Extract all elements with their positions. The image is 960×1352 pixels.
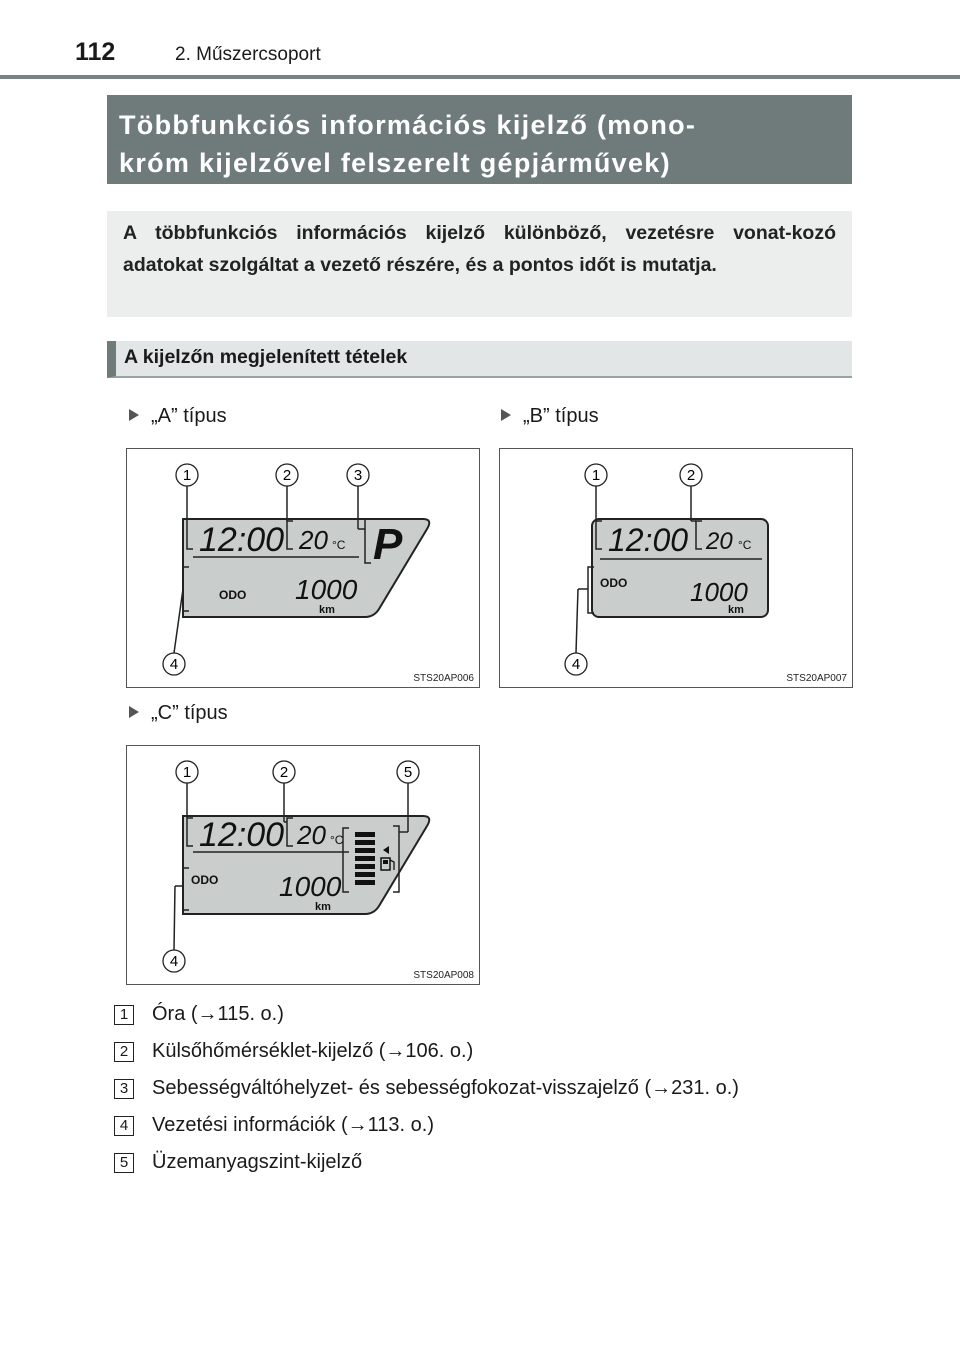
legend-text: Külsőhőmérséklet-kijelző (→106. o.) xyxy=(152,1040,474,1062)
figure-code: STS20AP007 xyxy=(786,673,847,684)
fuel-bar xyxy=(355,864,375,869)
temperature-readout: 20 xyxy=(297,820,326,850)
fuel-bar xyxy=(355,856,375,861)
triangle-bullet-icon xyxy=(129,409,139,421)
odometer-readout: 1000 xyxy=(295,574,358,605)
page-header xyxy=(0,0,960,80)
legend-number: 5 xyxy=(114,1153,134,1173)
diagram-c-svg xyxy=(127,746,481,986)
odo-label: ODO xyxy=(191,873,219,887)
type-a-label xyxy=(129,405,227,428)
callout-1-label: 1 xyxy=(182,467,192,484)
odometer-readout: 1000 xyxy=(279,871,342,902)
legend-text: Sebességváltóhelyzet- és sebességfokozat-visszajelző (→231. o.) xyxy=(152,1077,739,1099)
leader-4 xyxy=(174,589,183,653)
odo-label: ODO xyxy=(600,576,628,590)
type-a-label-text: „A” típus xyxy=(151,405,227,427)
legend-text: Üzemanyagszint-kijelző xyxy=(152,1151,363,1173)
figure-code: STS20AP006 xyxy=(413,673,474,684)
header-rule xyxy=(0,75,960,79)
fuel-bar xyxy=(355,832,375,837)
clock-readout: 12:00 xyxy=(608,522,689,558)
temperature-readout: 20 xyxy=(706,528,733,555)
triangle-bullet-icon xyxy=(501,409,511,421)
intro-text: A többfunkciós információs kijelző különböző, vezetésre vonat-kozó adatokat szolgáltat a vezető részére, és a pontos időt is mutatja. xyxy=(123,222,836,276)
callout-3-label: 3 xyxy=(353,467,363,484)
clock-readout: 12:00 xyxy=(199,816,285,854)
main-title-line-2: króm kijelzővel felszerelt gépjárművek) xyxy=(119,148,671,178)
callout-2-label: 2 xyxy=(282,467,292,484)
legend-text: Vezetési információk (→113. o.) xyxy=(152,1114,434,1136)
legend-number: 4 xyxy=(114,1116,134,1136)
section-heading-text: A kijelzőn megjelenített tételek xyxy=(124,346,408,368)
callout-2-label: 2 xyxy=(279,764,289,781)
chapter-title: 2. Műszercsoport xyxy=(175,44,321,65)
legend-number: 3 xyxy=(114,1079,134,1099)
temperature-unit: °C xyxy=(332,538,346,552)
type-c-label xyxy=(129,702,228,725)
diagram-b-svg xyxy=(500,449,854,689)
intro-box xyxy=(107,211,852,317)
callout-5-label: 5 xyxy=(403,764,413,781)
clock-readout: 12:00 xyxy=(199,521,285,559)
callout-4-label: 4 xyxy=(571,656,581,673)
temperature-unit: °C xyxy=(738,538,752,552)
type-b-label xyxy=(501,405,599,428)
legend-number: 1 xyxy=(114,1005,134,1025)
leader-4 xyxy=(174,886,175,950)
diagram-type-c xyxy=(126,745,480,985)
distance-unit: km xyxy=(319,604,335,616)
callout-1-label: 1 xyxy=(591,467,601,484)
callout-1-label: 1 xyxy=(182,764,192,781)
diagram-type-b xyxy=(499,448,853,688)
main-title-line-1: Többfunkciós információs kijelző (mono- xyxy=(119,110,697,140)
diagram-type-a xyxy=(126,448,480,688)
callout-4-label: 4 xyxy=(169,953,179,970)
odo-label: ODO xyxy=(219,588,247,602)
triangle-bullet-icon xyxy=(129,706,139,718)
legend-text: Óra (→115. o.) xyxy=(152,1003,284,1025)
leader-4 xyxy=(576,589,578,653)
temperature-unit: °C xyxy=(330,833,344,847)
odometer-readout: 1000 xyxy=(690,577,748,607)
distance-unit: km xyxy=(315,901,331,913)
gear-indicator: P xyxy=(373,520,403,569)
figure-code: STS20AP008 xyxy=(413,970,474,981)
fuel-bar xyxy=(355,880,375,885)
section-heading xyxy=(107,341,852,378)
type-c-label-text: „C” típus xyxy=(151,702,228,724)
temperature-readout: 20 xyxy=(299,525,328,555)
fuel-bar xyxy=(355,872,375,877)
type-b-label-text: „B” típus xyxy=(523,405,599,427)
legend-number: 2 xyxy=(114,1042,134,1062)
fuel-bar xyxy=(355,840,375,845)
callout-4-label: 4 xyxy=(169,656,179,673)
fuel-bar xyxy=(355,848,375,853)
distance-unit: km xyxy=(728,604,744,616)
callout-2-label: 2 xyxy=(686,467,696,484)
diagram-a-svg xyxy=(127,449,481,689)
main-title xyxy=(107,95,852,184)
page-number: 112 xyxy=(75,38,116,66)
